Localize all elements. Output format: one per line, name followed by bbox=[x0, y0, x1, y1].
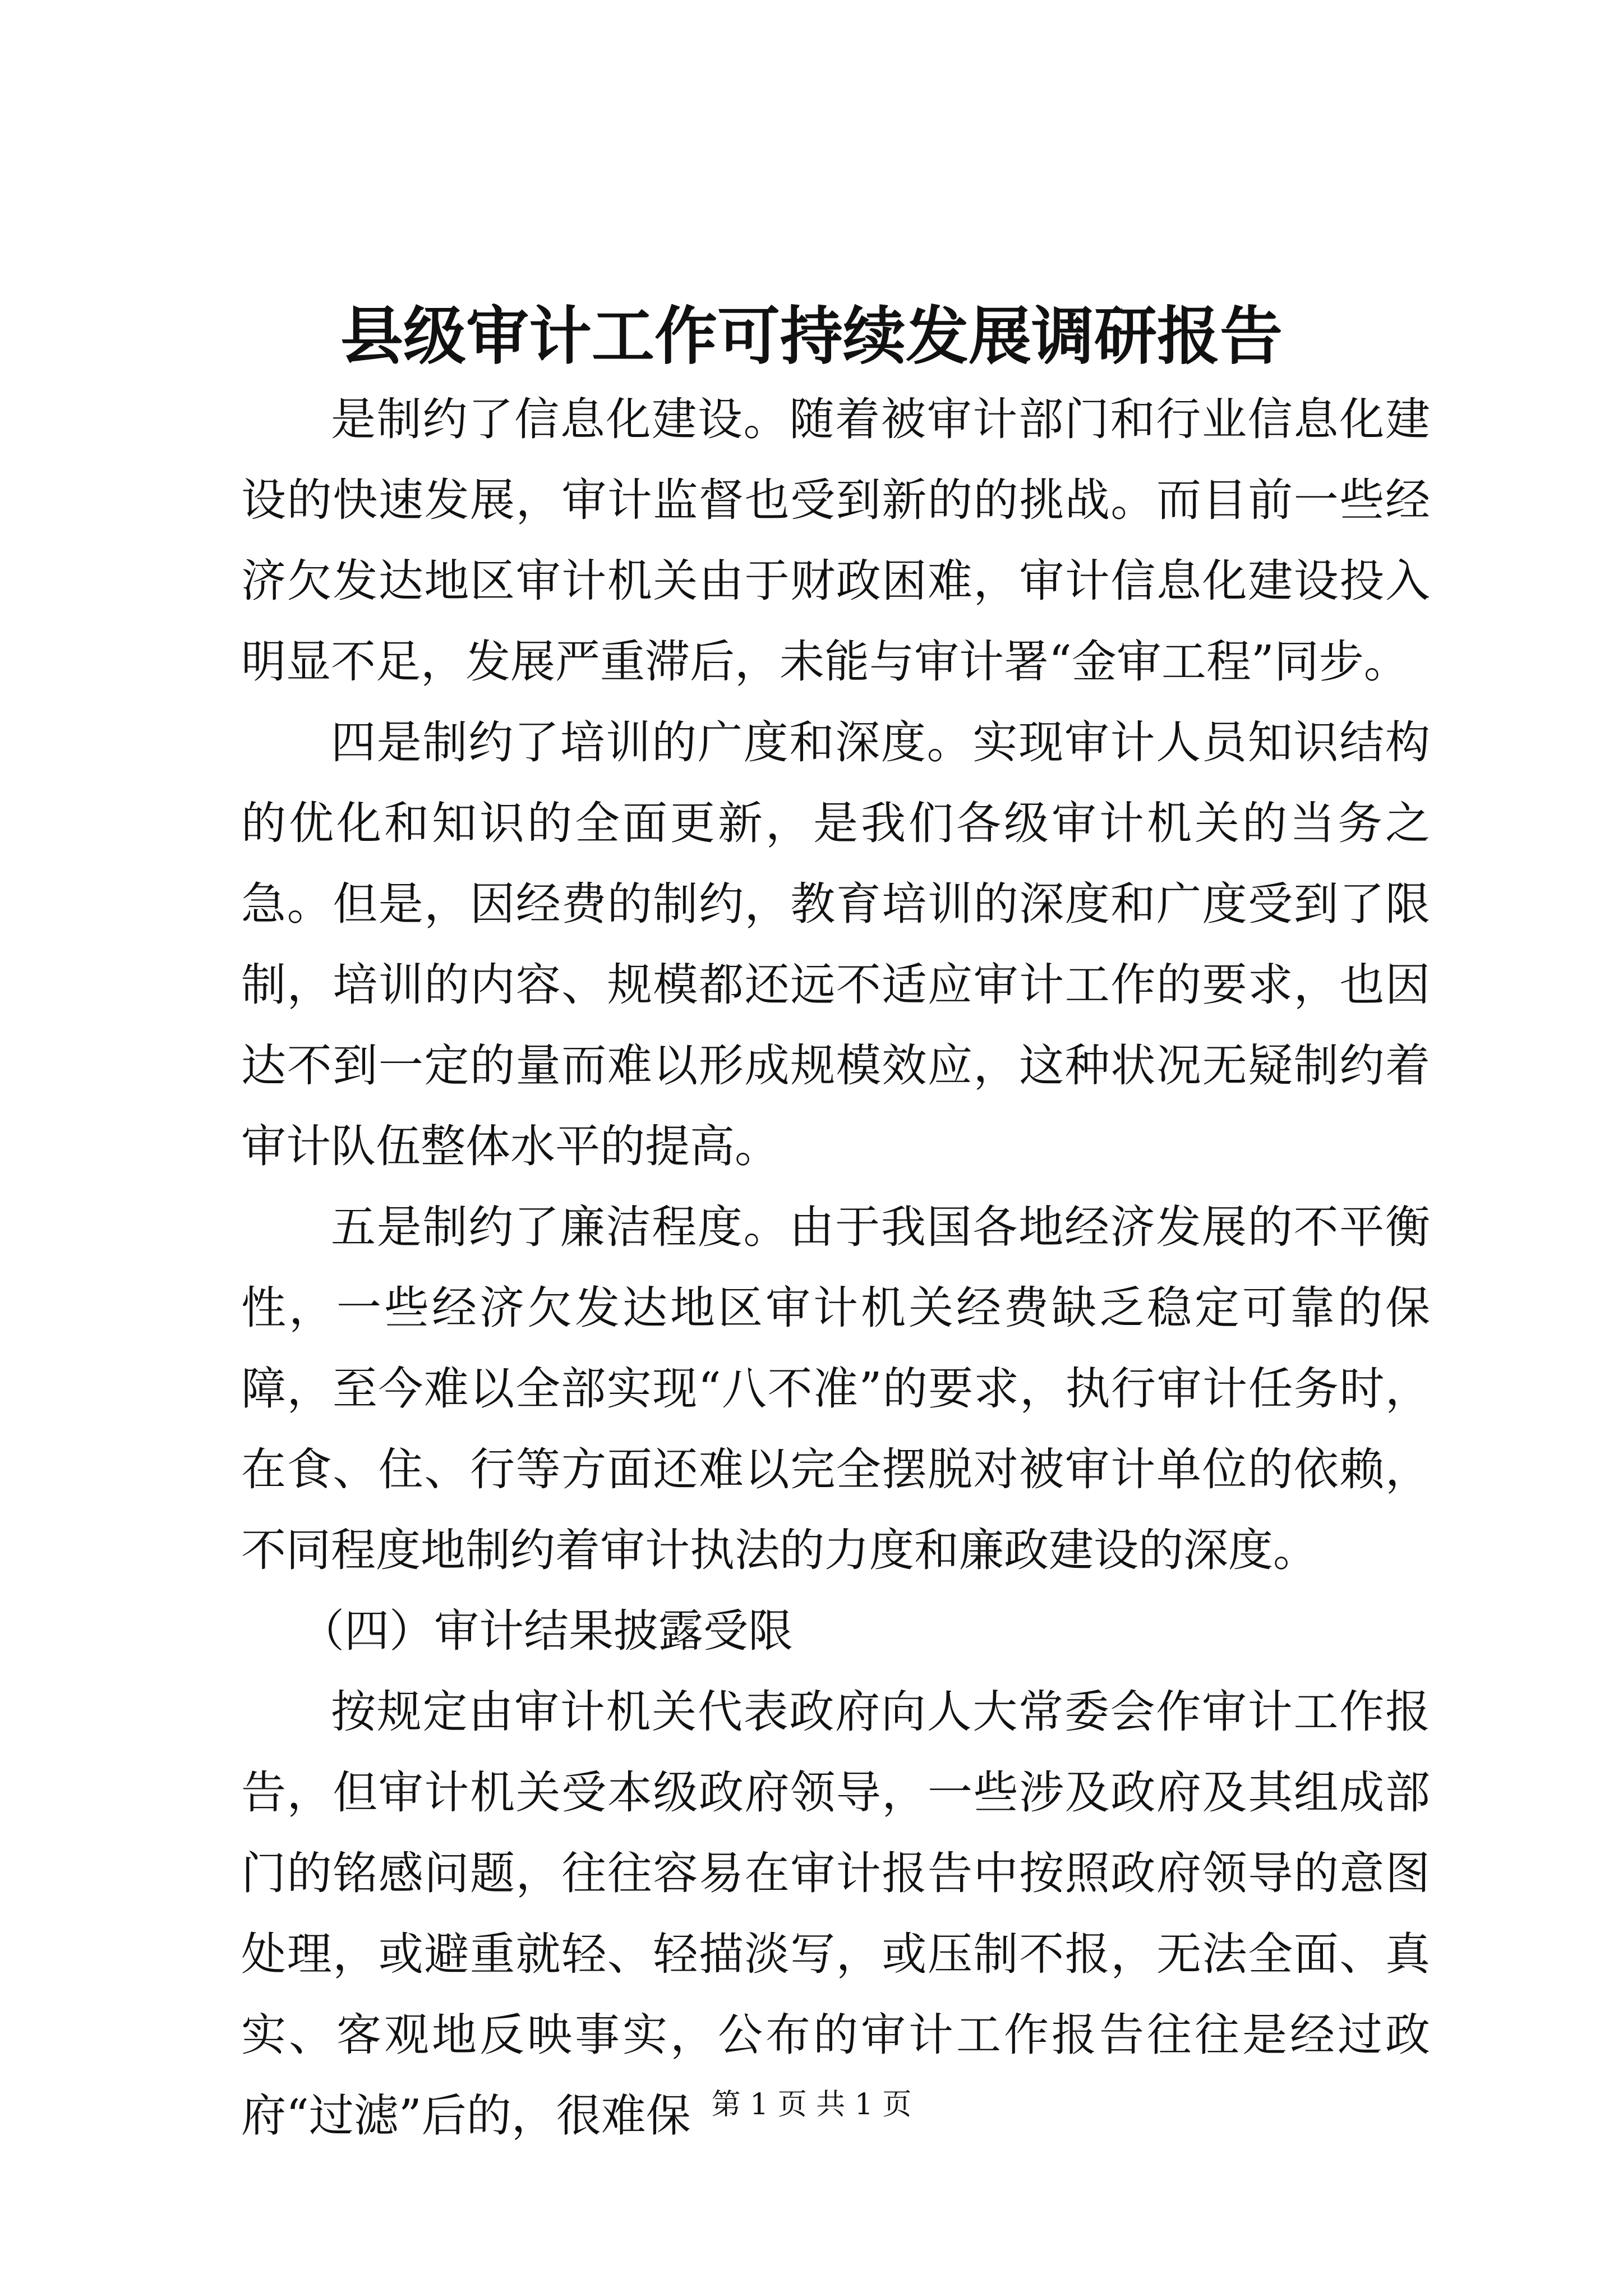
paragraph-training: 四是制约了培训的广度和深度。实现审计人员知识结构的优化和知识的全面更新，是我们各级审计机关的当务之急。但是，因经费的制约，教育培训的深度和广度受到了限制，培训的内容、规模都还远不适应审计工作的要求，也因达不到一定的量而难以形成规模效应，这种状况无疑制约着审计队伍整体水平的提高。 bbox=[241, 716, 1430, 1172]
document-title: 县级审计工作可持续发展调研报告 bbox=[340, 300, 1283, 373]
page-number-footer: 第 1 页 共 1 页 bbox=[711, 2088, 912, 2122]
paragraph-disclosure: 按规定由审计机关代表政府向人大常委会作审计工作报告，但审计机关受本级政府领导，一些涉及政府及其组成部门的铭感问题，往往容易在审计报告中按照政府领导的意图处理，或避重就轻、轻描淡写，或压制不报，无法全面、真实、客观地反映事实，公布的审计工作报告往往是经过政府“过滤”后的，很难保 bbox=[241, 1686, 1430, 2142]
paragraph-informatization: 是制约了信息化建设。随着被审计部门和行业信息化建设的快速发展，审计监督也受到新的的挑战。而目前一些经济欠发达地区审计机关由于财政困难，审计信息化建设投入明显不足，发展严重滞后，未能与审计署“金审工程”同步。 bbox=[241, 393, 1430, 688]
paragraph-integrity: 五是制约了廉洁程度。由于我国各地经济发展的不平衡性，一些经济欠发达地区审计机关经费缺乏稳定可靠的保障，至今难以全部实现“八不准”的要求，执行审计任务时，在食、住、行等方面还难以完全摆脱对被审计单位的依赖，不同程度地制约着审计执法的力度和廉政建设的深度。 bbox=[241, 1201, 1430, 1576]
section-heading: （四）审计结果披露受限 bbox=[299, 1605, 793, 1657]
document-body bbox=[241, 379, 1430, 2156]
